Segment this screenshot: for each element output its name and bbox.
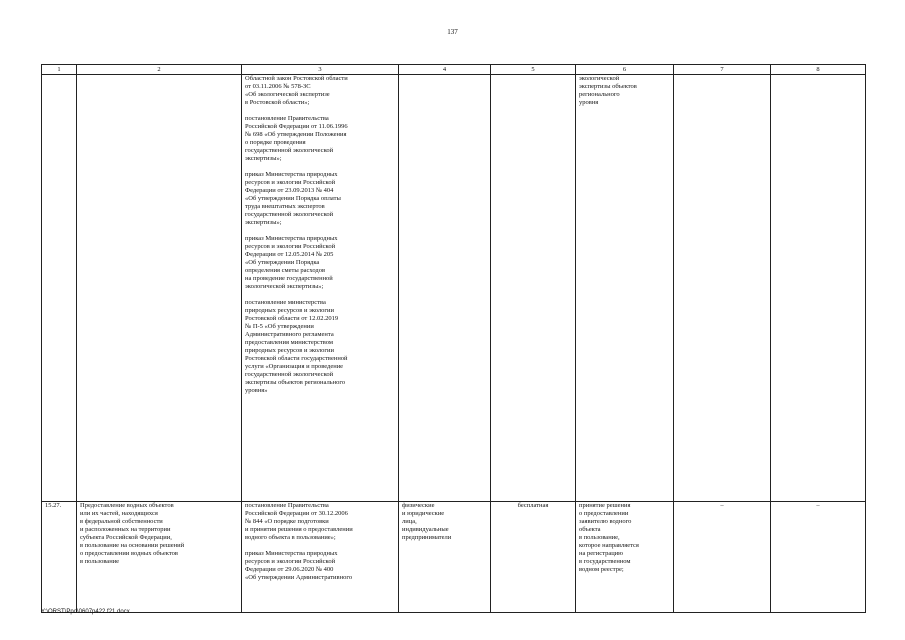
payment-cell	[491, 502, 576, 613]
row-number-cell	[42, 502, 77, 613]
result-cell	[576, 75, 674, 502]
legal-act-text: приказ Министерства природных ресурсов и экологии Российской Федерации от 12.05.2014 № 205 «Об утверждении Порядка определения сметы расходов на проведение государственной экологической экспертизы»;	[245, 235, 338, 290]
column-number: 3	[242, 65, 399, 75]
service-name-cell	[77, 502, 242, 613]
payment-text: бесплатная	[517, 502, 549, 509]
column-number: 5	[491, 65, 576, 75]
legal-act-text: постановление Правительства Российской Федерации от 11.06.1996 № 698 «Об утверждении Положения о порядке проведения государственной экологической экспертизы»;	[245, 115, 348, 162]
col7-cell	[674, 502, 771, 613]
dash-text: –	[816, 502, 820, 509]
col8-cell	[771, 502, 866, 613]
applicants-cell	[399, 502, 491, 613]
page-number: 137	[447, 28, 458, 36]
services-table	[41, 64, 866, 613]
column-number-row	[42, 65, 866, 75]
legal-basis-cell	[242, 75, 399, 502]
column-number: 4	[399, 65, 491, 75]
result-text: принятие решения о предоставлении заявителю водного объекта в пользование, которое направляется на регистрацию в государственном водном реестре;	[579, 502, 639, 573]
column-number: 1	[42, 65, 77, 75]
column-number: 6	[576, 65, 674, 75]
legal-act-text: Областной закон Ростовской области от 03.11.2006 № 578-ЗС «Об экологической экспертизе в Ростовской области»;	[245, 75, 348, 106]
legal-act-text: приказ Министерства природных ресурсов и экологии Российской Федерации от 29.06.2020 № 400 «Об утверждении Административного	[245, 550, 353, 581]
column-number: 2	[77, 65, 242, 75]
applicants-text: физические и юридические лица, индивидуальные предприниматели	[402, 502, 452, 541]
result-cell	[576, 502, 674, 613]
column-number: 8	[771, 65, 866, 75]
legal-act-text: постановление министерства природных ресурсов и экологии Ростовской области от 12.02.2019 № П-5 «Об утверждении Административного регламента предоставления министерством природных ресурсов и экологии Ростовской области государственной услуги «Организация и проведение государственной экологической экспертизы объектов регионального уровня»	[245, 299, 348, 394]
legal-basis-cell	[242, 502, 399, 613]
service-name-text: Предоставление водных объектов или их частей, находящихся в федеральной собственности и расположенных на территории субъекта Российской Федерации, в пользование на основании решений о предоставлении водных объектов в пользование	[80, 502, 185, 565]
result-text: экологической экспертизы объектов регионального уровня	[579, 75, 637, 106]
col7-cell	[674, 75, 771, 502]
legal-act-text: постановление Правительства Российской Федерации от 30.12.2006 № 844 «О порядке подготовки и принятия решения о предоставлении водного объекта в пользование»;	[245, 502, 353, 541]
column-number: 7	[674, 65, 771, 75]
legal-act-text: приказ Министерства природных ресурсов и экологии Российской Федерации от 23.09.2013 № 404 «Об утверждении Порядка оплаты труда внештатных экспертов государственной экологической экспертизы»;	[245, 171, 341, 226]
row-number-cell	[42, 75, 77, 502]
service-name-cell	[77, 75, 242, 502]
table-row	[42, 502, 866, 613]
col8-cell	[771, 75, 866, 502]
payment-cell	[491, 75, 576, 502]
table-row	[42, 75, 866, 502]
file-path-footer: Y:\ORST\Ppo\0607p422.f21.docx	[41, 609, 130, 615]
applicants-cell	[399, 75, 491, 502]
row-number: 15.27.	[45, 502, 62, 509]
dash-text: –	[720, 502, 724, 509]
